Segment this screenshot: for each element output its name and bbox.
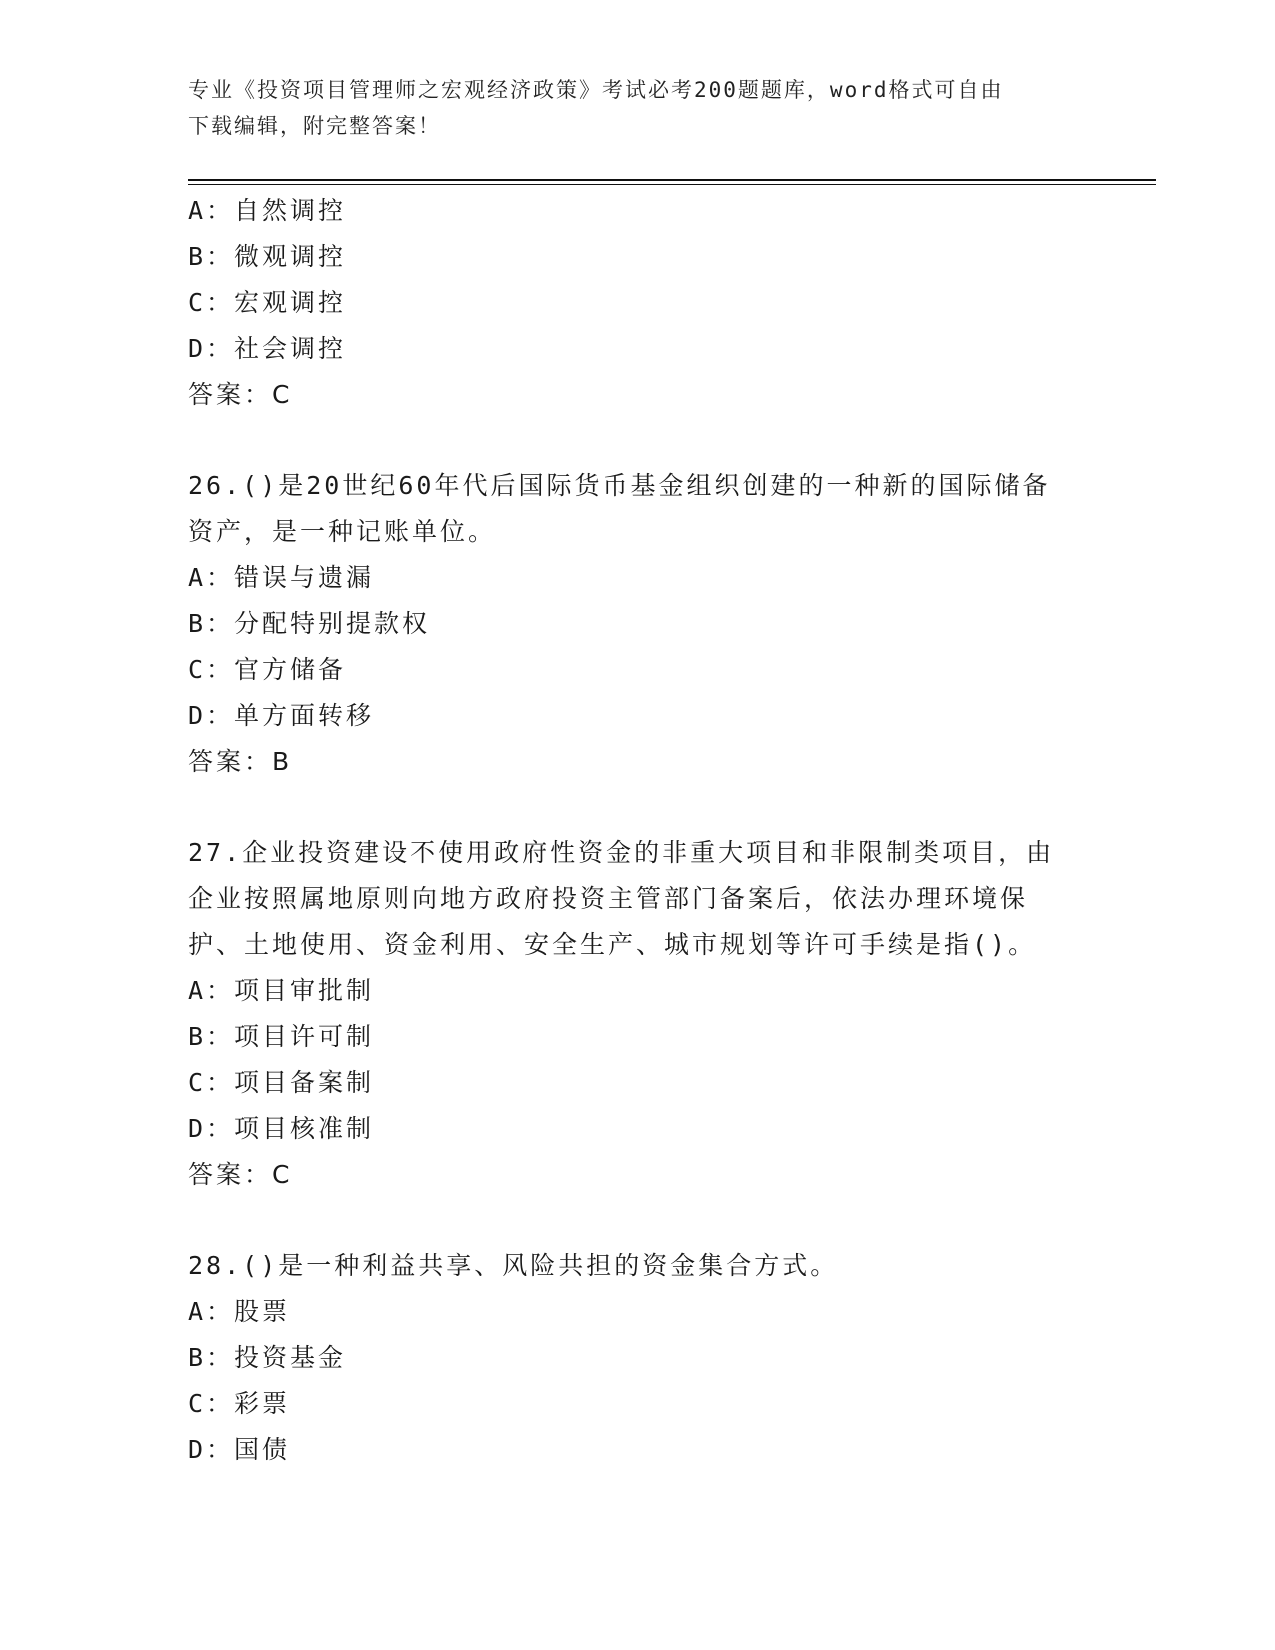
option-b: B：微观调控 xyxy=(188,242,347,271)
option-a: A：项目审批制 xyxy=(188,976,375,1005)
question-27 xyxy=(188,830,1088,1198)
question-text xyxy=(188,830,1088,968)
question-28 xyxy=(188,1243,1088,1473)
option-d: D：国债 xyxy=(188,1435,291,1464)
question-text-line: 26.()是20世纪60年代后国际货币基金组织创建的一种新的国际储备 xyxy=(188,471,1051,500)
question-text xyxy=(188,463,1088,555)
option-c: C：宏观调控 xyxy=(188,288,347,317)
question-list xyxy=(188,188,1088,1473)
question-text-line: 企业按照属地原则向地方政府投资主管部门备案后，依法办理环境保 xyxy=(188,884,1029,913)
header-line-2: 下载编辑，附完整答案！ xyxy=(188,114,441,138)
question-25 xyxy=(188,188,1088,418)
option-a: A：错误与遗漏 xyxy=(188,563,375,592)
answer: 答案：C xyxy=(188,380,293,409)
option-b: B：投资基金 xyxy=(188,1343,347,1372)
option-a: A：自然调控 xyxy=(188,196,347,225)
question-text-line: 资产，是一种记账单位。 xyxy=(188,517,497,546)
option-d: D：单方面转移 xyxy=(188,701,375,730)
question-text-line: 28.()是一种利益共享、风险共担的资金集合方式。 xyxy=(188,1251,839,1280)
option-c: C：项目备案制 xyxy=(188,1068,375,1097)
header-line-1: 专业《投资项目管理师之宏观经济政策》考试必考200题题库，word格式可自由 xyxy=(188,78,1004,102)
option-a: A：股票 xyxy=(188,1297,291,1326)
question-text xyxy=(188,1243,1088,1289)
header-divider-thin xyxy=(188,184,1156,185)
option-b: B：分配特别提款权 xyxy=(188,609,431,638)
question-text-line: 护、土地使用、资金利用、安全生产、城市规划等许可手续是指()。 xyxy=(188,930,1037,959)
question-text-line: 27.企业投资建设不使用政府性资金的非重大项目和非限制类项目，由 xyxy=(188,838,1055,867)
answer: 答案：C xyxy=(188,1160,293,1189)
option-c: C：官方储备 xyxy=(188,655,347,684)
question-26 xyxy=(188,463,1088,785)
option-d: D：社会调控 xyxy=(188,334,347,363)
option-b: B：项目许可制 xyxy=(188,1022,375,1051)
answer: 答案：B xyxy=(188,747,293,776)
document-header xyxy=(188,72,1088,144)
option-d: D：项目核准制 xyxy=(188,1114,375,1143)
option-c: C：彩票 xyxy=(188,1389,291,1418)
header-divider-thick xyxy=(188,179,1156,181)
